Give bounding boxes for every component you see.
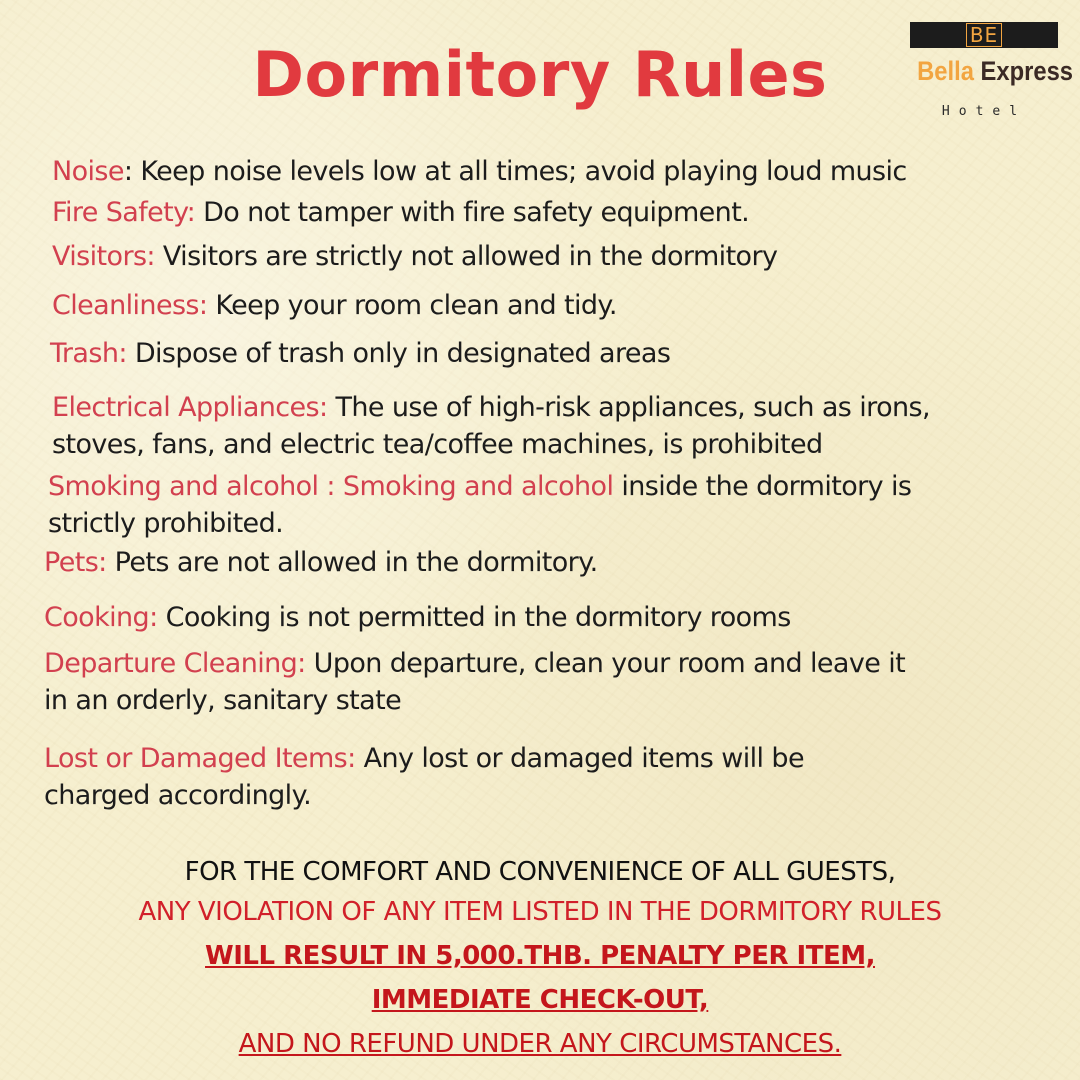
rule-text-continued: strictly prohibited.: [48, 508, 284, 539]
rule-text-continued: stoves, fans, and electric tea/coffee machines, is prohibited: [52, 429, 823, 460]
footer-no-refund-line: AND NO REFUND UNDER ANY CIRCUMSTANCES.: [238, 1029, 842, 1059]
rule-label: Visitors:: [52, 241, 155, 272]
rule-label: Electrical Appliances:: [52, 392, 328, 423]
rule-text: Pets are not allowed in the dormitory.: [114, 547, 598, 578]
rule-text: Cooking is not permitted in the dormitory rooms: [165, 602, 791, 633]
footer-checkout-line: IMMEDIATE CHECK-OUT,: [371, 985, 709, 1015]
logo-monogram: BE: [966, 23, 1002, 47]
rule-noise: [52, 153, 907, 190]
rule-separator: [107, 547, 115, 578]
rule-label: Lost or Damaged Items:: [44, 743, 356, 774]
rule-text: Any lost or damaged items will be: [363, 743, 804, 774]
footer-line-1: FOR THE COMFORT AND CONVENIENCE OF ALL GUESTS,: [184, 857, 896, 887]
rule-text: Keep your room clean and tidy.: [215, 290, 617, 321]
rule-electrical-appliances: [52, 389, 930, 463]
rule-label: Cleanliness:: [52, 290, 208, 321]
rule-text: Upon departure, clean your room and leave it: [313, 648, 906, 679]
rule-separator: [195, 197, 203, 228]
rule-separator: [356, 743, 364, 774]
rule-separator: [328, 392, 336, 423]
logo-monogram-bar: [910, 22, 1058, 48]
rule-separator: [127, 338, 135, 369]
rule-text-continued: in an orderly, sanitary state: [44, 685, 402, 716]
hotel-logo: [908, 20, 1074, 130]
rule-cleanliness: [52, 287, 617, 324]
rule-text: Keep noise levels low at all times; avoid playing loud music: [140, 156, 907, 187]
rule-departure-cleaning: [44, 645, 905, 719]
logo-name: [917, 56, 1074, 87]
rule-pets: [44, 544, 598, 581]
logo-subtitle: Hotel: [941, 104, 1027, 119]
logo-name-part2: Express: [980, 56, 1074, 86]
rule-lost-damaged-items: [44, 740, 804, 814]
rule-label: Noise: [52, 156, 124, 187]
page-title: Dormitory Rules: [252, 38, 828, 111]
rule-fire-safety: [52, 194, 749, 231]
rule-label: Departure Cleaning:: [44, 648, 306, 679]
rule-text: inside the dormitory is: [621, 471, 912, 502]
rule-separator: [155, 241, 163, 272]
rule-smoking-alcohol: [48, 468, 911, 542]
rule-separator: :: [123, 156, 141, 187]
rule-text: Dispose of trash only in designated areas: [134, 338, 671, 369]
rule-separator: [306, 648, 314, 679]
logo-name-part1: Bella: [917, 56, 974, 86]
rule-trash: [50, 335, 670, 372]
rule-text: Do not tamper with fire safety equipment.: [203, 197, 750, 228]
rule-label: Fire Safety:: [52, 197, 196, 228]
rule-label: Pets:: [44, 547, 107, 578]
footer-line-2: ANY VIOLATION OF ANY ITEM LISTED IN THE DORMITORY RULES: [138, 897, 942, 927]
rule-text-continued: charged accordingly.: [44, 780, 312, 811]
rule-label: Trash:: [50, 338, 127, 369]
rule-cooking: [44, 599, 791, 636]
rule-text: Visitors are strictly not allowed in the dormitory: [162, 241, 778, 272]
footer-penalty-line: WILL RESULT IN 5,000.THB. PENALTY PER ITEM,: [205, 941, 875, 971]
rule-label: Cooking:: [44, 602, 158, 633]
rule-text: The use of high-risk appliances, such as irons,: [335, 392, 930, 423]
rule-label: Smoking and alcohol : Smoking and alcohol: [48, 471, 614, 502]
rule-visitors: [52, 238, 777, 275]
rule-separator: [158, 602, 166, 633]
